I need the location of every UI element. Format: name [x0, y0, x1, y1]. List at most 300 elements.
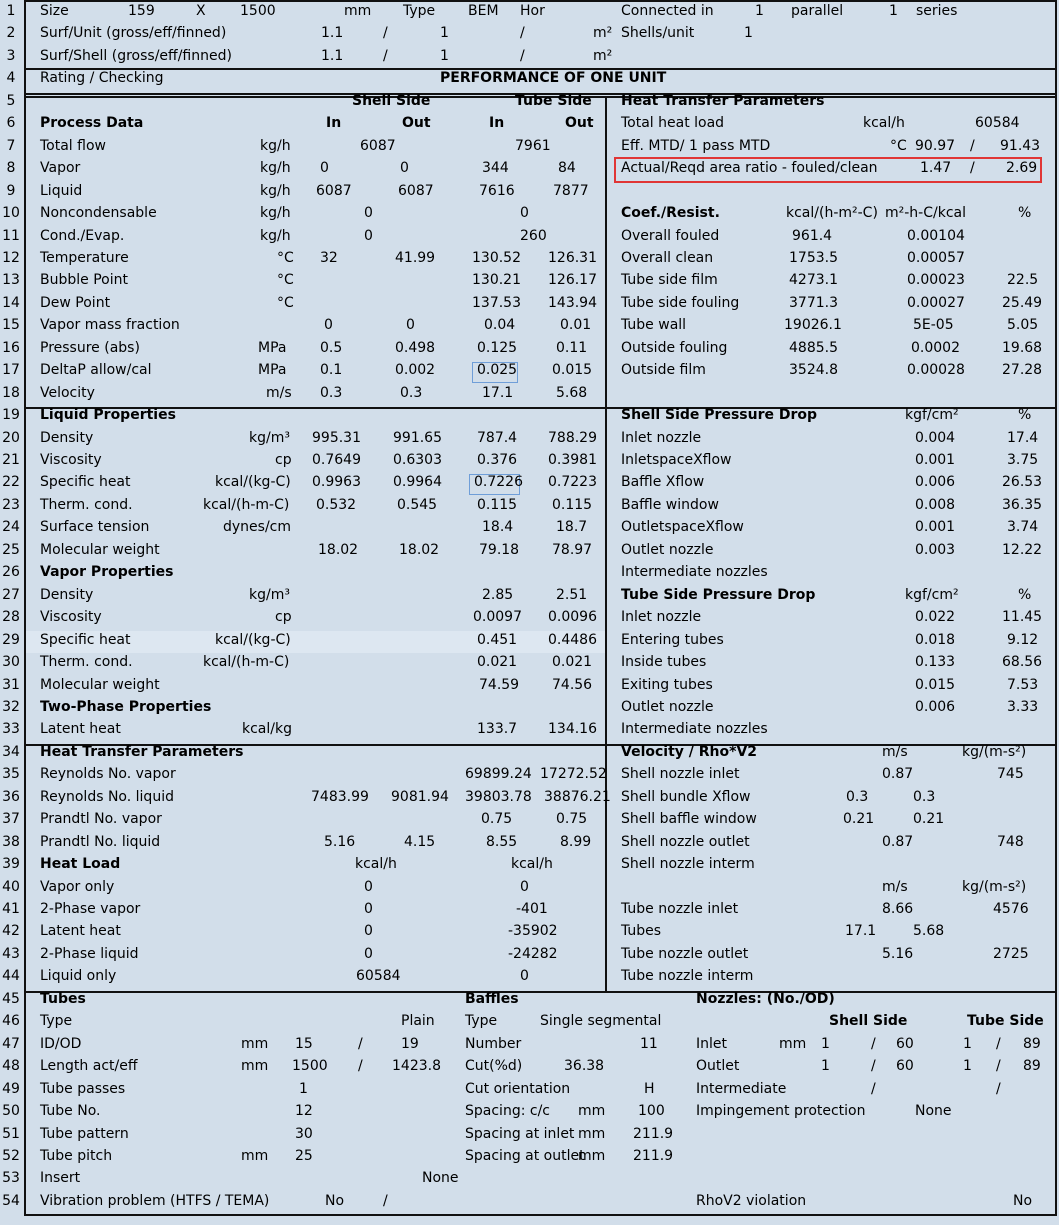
cell[interactable]: cp	[275, 452, 292, 468]
cell[interactable]: Pressure (abs)	[40, 339, 140, 356]
cell[interactable]: kcal/(h-m-C)	[203, 496, 290, 513]
cell[interactable]: Velocity	[40, 384, 95, 401]
cell[interactable]: None	[915, 1103, 952, 1120]
cell[interactable]: 1.47	[920, 160, 952, 177]
cell[interactable]: 1	[963, 1058, 972, 1075]
cell[interactable]: 60	[896, 1035, 914, 1052]
cell[interactable]: mm	[241, 1147, 269, 1164]
cell[interactable]: Molecular weight	[40, 676, 160, 693]
cell[interactable]: Rating / Checking	[40, 70, 164, 87]
cell[interactable]: /	[383, 1192, 388, 1209]
cell[interactable]: 0.025	[477, 362, 518, 379]
cell[interactable]: Size	[40, 3, 69, 19]
cell[interactable]: 211.9	[633, 1125, 674, 1142]
cell[interactable]: Noncondensable	[40, 205, 157, 222]
cell[interactable]: Spacing: c/c	[465, 1103, 550, 1120]
cell[interactable]: 32	[320, 249, 338, 266]
cell[interactable]: 9.12	[1007, 631, 1039, 648]
cell[interactable]: 0.3981	[548, 452, 597, 468]
cell[interactable]: m²-h-C/kcal	[885, 205, 966, 222]
cell[interactable]: 22.5	[1007, 272, 1039, 289]
cell[interactable]: 5.68	[556, 384, 588, 401]
cell[interactable]: Total flow	[40, 137, 106, 154]
cell[interactable]: Shells/unit	[621, 25, 695, 42]
cell[interactable]: Shell Side	[352, 92, 431, 109]
cell[interactable]: 36.35	[1002, 496, 1043, 513]
cell[interactable]: 18.02	[399, 541, 440, 558]
cell[interactable]: 25.49	[1002, 294, 1043, 311]
cell[interactable]: mm	[779, 1035, 807, 1052]
cell[interactable]: 0	[364, 923, 373, 940]
cell[interactable]: 0.006	[915, 474, 956, 491]
cell[interactable]: 4885.5	[789, 339, 838, 356]
cell[interactable]: kg/h	[260, 160, 291, 177]
cell[interactable]: 143.94	[548, 294, 597, 311]
cell[interactable]: 7.53	[1007, 676, 1039, 693]
cell[interactable]: Tube Side	[967, 1013, 1044, 1030]
cell[interactable]: Insert	[40, 1170, 81, 1187]
cell[interactable]: Liquid Properties	[40, 407, 176, 424]
cell[interactable]: 91.43	[1000, 137, 1041, 154]
cell[interactable]: mm	[578, 1103, 606, 1120]
cell[interactable]: 0.0096	[548, 609, 597, 626]
cell[interactable]: 1753.5	[789, 249, 838, 266]
cell[interactable]: X	[196, 3, 206, 19]
cell[interactable]: kcal/(h-m²-C)	[786, 205, 878, 222]
cell[interactable]: Viscosity	[40, 609, 102, 626]
cell[interactable]: Viscosity	[40, 452, 102, 468]
cell[interactable]: Outside film	[621, 362, 706, 379]
cell[interactable]: ID/OD	[40, 1035, 82, 1052]
cell[interactable]: 2-Phase liquid	[40, 945, 139, 962]
cell[interactable]: /	[970, 137, 975, 154]
cell[interactable]: 60	[896, 1058, 914, 1075]
cell[interactable]: Outlet	[696, 1058, 740, 1075]
cell[interactable]: °C	[890, 137, 907, 154]
cell[interactable]: Tube Side Pressure Drop	[621, 586, 816, 603]
cell[interactable]: Outlet nozzle	[621, 698, 714, 715]
cell[interactable]: kcal/h	[863, 115, 905, 132]
cell[interactable]: Actual/Reqd area ratio - fouled/clean	[621, 160, 878, 177]
cell[interactable]: 1	[755, 3, 764, 19]
cell[interactable]: Plain	[401, 1013, 435, 1030]
cell[interactable]: Velocity / Rho*V2	[621, 743, 758, 760]
cell[interactable]: Surf/Unit (gross/eff/finned)	[40, 25, 227, 42]
cell[interactable]: 5.16	[882, 945, 914, 962]
cell[interactable]: Temperature	[40, 249, 129, 266]
cell[interactable]: Vapor mass fraction	[40, 317, 180, 334]
cell[interactable]: 0.006	[915, 698, 956, 715]
cell[interactable]: 0.001	[915, 519, 956, 536]
cell[interactable]: 5.05	[1007, 317, 1039, 334]
cell[interactable]: 787.4	[477, 429, 518, 446]
cell[interactable]: 12.22	[1002, 541, 1043, 558]
cell[interactable]: 17.1	[482, 384, 514, 401]
cell[interactable]: Outlet nozzle	[621, 541, 714, 558]
cell[interactable]: 0.6303	[393, 452, 442, 468]
cell[interactable]: °C	[277, 272, 294, 289]
cell[interactable]: Baffle window	[621, 496, 719, 513]
cell[interactable]: 0.532	[316, 496, 357, 513]
cell[interactable]: Tube wall	[621, 317, 687, 334]
cell[interactable]: Process Data	[40, 115, 144, 132]
cell[interactable]: Bubble Point	[40, 272, 128, 289]
cell[interactable]: 11.45	[1002, 609, 1043, 626]
cell[interactable]: kcal/(kg-C)	[215, 474, 291, 491]
cell[interactable]: Density	[40, 429, 94, 446]
cell[interactable]: kcal/h	[511, 856, 553, 873]
cell[interactable]: Vapor only	[40, 878, 115, 895]
cell[interactable]: 344	[482, 160, 509, 177]
cell[interactable]: Liquid only	[40, 968, 117, 985]
cell[interactable]: 0.00027	[907, 294, 965, 311]
cell[interactable]: Cond./Evap.	[40, 227, 125, 244]
cell[interactable]: 0.376	[477, 452, 518, 468]
cell[interactable]: 60584	[975, 115, 1020, 132]
cell[interactable]: 0.002	[395, 362, 436, 379]
cell[interactable]: 2725	[993, 945, 1029, 962]
cell[interactable]: 0.87	[882, 833, 914, 850]
cell[interactable]: Heat Transfer Parameters	[40, 743, 244, 760]
cell[interactable]: 0.498	[395, 339, 436, 356]
cell[interactable]: kgf/cm²	[905, 586, 959, 603]
cell[interactable]: /	[520, 47, 525, 64]
cell[interactable]: 7616	[479, 182, 515, 199]
cell[interactable]: 126.17	[548, 272, 597, 289]
cell[interactable]: -35902	[508, 923, 558, 940]
cell[interactable]: 2.69	[1006, 160, 1038, 177]
cell[interactable]: 0.3	[913, 788, 936, 805]
cell[interactable]: m²	[593, 25, 613, 42]
cell[interactable]: Tube pitch	[40, 1147, 113, 1164]
cell[interactable]: 1.1	[321, 47, 344, 64]
cell[interactable]: H	[644, 1080, 655, 1097]
cell[interactable]: 1500	[240, 3, 276, 19]
cell[interactable]: 6087	[398, 182, 434, 199]
cell[interactable]: parallel	[791, 3, 844, 19]
cell[interactable]: Two-Phase Properties	[40, 698, 212, 715]
cell[interactable]: 0	[364, 205, 373, 222]
cell[interactable]: Out	[402, 115, 431, 132]
cell[interactable]: 19.68	[1002, 339, 1043, 356]
cell[interactable]: In	[489, 115, 505, 132]
cell[interactable]: Type	[40, 1013, 73, 1030]
cell[interactable]: Shell nozzle interm	[621, 856, 755, 873]
cell[interactable]: 995.31	[312, 429, 361, 446]
cell[interactable]: 3524.8	[789, 362, 838, 379]
cell[interactable]: Connected in	[621, 3, 714, 19]
cell[interactable]: Tube side film	[621, 272, 718, 289]
cell[interactable]: kgf/cm²	[905, 407, 959, 424]
cell[interactable]: 0	[520, 968, 529, 985]
cell[interactable]: 0	[364, 945, 373, 962]
cell[interactable]: 0	[364, 227, 373, 244]
cell[interactable]: 4.15	[404, 833, 436, 850]
cell[interactable]: 0.21	[913, 811, 945, 828]
cell[interactable]: 3.74	[1007, 519, 1039, 536]
cell[interactable]: %	[1018, 586, 1032, 603]
cell[interactable]: 89	[1023, 1035, 1041, 1052]
cell[interactable]: 2.85	[482, 586, 514, 603]
cell[interactable]: 0.021	[552, 654, 593, 671]
cell[interactable]: 8.66	[882, 901, 914, 917]
cell[interactable]: Impingement protection	[696, 1103, 866, 1120]
cell[interactable]: kg/(m-s²)	[962, 743, 1027, 760]
cell[interactable]: 0.7649	[312, 452, 361, 468]
cell[interactable]: 11	[640, 1035, 658, 1052]
cell[interactable]: MPa	[258, 339, 287, 356]
cell[interactable]: 4576	[993, 901, 1029, 917]
cell[interactable]: Cut orientation	[465, 1080, 571, 1097]
cell[interactable]: kg/m³	[249, 586, 290, 603]
cell[interactable]: 0.451	[477, 631, 518, 648]
cell[interactable]: 7483.99	[311, 788, 369, 805]
cell[interactable]: OutletspaceXflow	[621, 519, 744, 536]
cell[interactable]: Shell Side	[829, 1013, 908, 1030]
cell[interactable]: 137.53	[472, 294, 521, 311]
cell[interactable]: kcal/kg	[242, 721, 292, 738]
cell[interactable]: 68.56	[1002, 654, 1043, 671]
cell[interactable]: Total heat load	[621, 115, 725, 132]
cell[interactable]: Vapor	[40, 160, 81, 177]
cell[interactable]: /	[996, 1080, 1001, 1097]
cell[interactable]: /	[520, 25, 525, 42]
cell[interactable]: 0.00028	[907, 362, 965, 379]
cell[interactable]: 159	[128, 3, 155, 19]
cell[interactable]: 89	[1023, 1058, 1041, 1075]
cell[interactable]: Single segmental	[540, 1013, 662, 1030]
cell[interactable]: Prandtl No. liquid	[40, 833, 161, 850]
cell[interactable]: kg/h	[260, 182, 291, 199]
cell[interactable]: 1	[821, 1035, 830, 1052]
cell[interactable]: 19	[401, 1035, 419, 1052]
cell[interactable]: 17272.52	[540, 766, 607, 783]
cell[interactable]: 1	[440, 47, 449, 64]
cell[interactable]: 0.21	[843, 811, 875, 828]
cell[interactable]: 0.11	[556, 339, 588, 356]
cell[interactable]: Coef./Resist.	[621, 205, 720, 222]
cell[interactable]: Therm. cond.	[40, 654, 133, 671]
cell[interactable]: 26.53	[1002, 474, 1043, 491]
cell[interactable]: kg/(m-s²)	[962, 878, 1027, 895]
cell[interactable]: 0	[520, 878, 529, 895]
cell[interactable]: kg/h	[260, 205, 291, 222]
cell[interactable]: PERFORMANCE OF ONE UNIT	[440, 70, 667, 87]
cell[interactable]: %	[1018, 407, 1032, 424]
cell[interactable]: 38876.21	[544, 788, 611, 805]
cell[interactable]: 19026.1	[784, 317, 842, 334]
cell[interactable]: 1500	[292, 1058, 328, 1075]
cell[interactable]: 1	[440, 25, 449, 42]
cell[interactable]: m/s	[882, 743, 908, 760]
cell[interactable]: 17.4	[1007, 429, 1039, 446]
cell[interactable]: 0	[520, 205, 529, 222]
cell[interactable]: 74.56	[552, 676, 593, 693]
cell[interactable]: 1423.8	[392, 1058, 441, 1075]
cell[interactable]: /	[871, 1035, 876, 1052]
cell[interactable]: Shell Side Pressure Drop	[621, 407, 818, 424]
cell[interactable]: 74.59	[479, 676, 520, 693]
cell[interactable]: 25	[295, 1147, 313, 1164]
cell[interactable]: Number	[465, 1035, 522, 1052]
cell[interactable]: 1	[889, 3, 898, 19]
cell[interactable]: 0.115	[552, 496, 593, 513]
cell[interactable]: 5.16	[324, 833, 356, 850]
cell[interactable]: mm	[344, 3, 372, 19]
cell[interactable]: Tube Side	[515, 92, 592, 109]
cell[interactable]: 0.545	[397, 496, 438, 513]
cell[interactable]: 100	[638, 1103, 665, 1120]
cell[interactable]: 8.55	[486, 833, 518, 850]
cell[interactable]: Vapor Properties	[40, 564, 174, 581]
cell[interactable]: Liquid	[40, 182, 83, 199]
cell[interactable]: 788.29	[548, 429, 597, 446]
cell[interactable]: 0.3	[320, 384, 343, 401]
cell[interactable]: 0.021	[477, 654, 518, 671]
cell[interactable]: 0.022	[915, 609, 956, 626]
cell[interactable]: mm	[578, 1147, 606, 1164]
cell[interactable]: Intermediate	[696, 1080, 787, 1097]
cell[interactable]: 0.015	[915, 676, 956, 693]
cell[interactable]: 3771.3	[789, 294, 838, 311]
cell[interactable]: Prandtl No. vapor	[40, 811, 162, 828]
cell[interactable]: 0.3	[400, 384, 423, 401]
cell[interactable]: kg/h	[260, 137, 291, 154]
cell[interactable]: Shell baffle window	[621, 811, 757, 828]
cell[interactable]: 0.00023	[907, 272, 965, 289]
cell[interactable]: mm	[241, 1035, 269, 1052]
cell[interactable]: Shell nozzle outlet	[621, 833, 750, 850]
cell[interactable]: Intermediate nozzles	[621, 721, 768, 738]
cell[interactable]: 0.01	[560, 317, 592, 334]
cell[interactable]: Tube passes	[40, 1080, 126, 1097]
cell[interactable]: 0.00104	[907, 227, 965, 244]
cell[interactable]: Latent heat	[40, 721, 121, 738]
cell[interactable]: Specific heat	[40, 631, 131, 648]
cell[interactable]: 0.004	[915, 429, 956, 446]
cell[interactable]: 6087	[360, 137, 396, 154]
cell[interactable]: Hor	[520, 3, 545, 19]
cell[interactable]: 0.9964	[393, 474, 442, 491]
cell[interactable]: 30	[295, 1125, 313, 1142]
cell[interactable]: 0.125	[477, 339, 518, 356]
cell[interactable]: 0.115	[477, 496, 518, 513]
cell[interactable]: Baffle Xflow	[621, 474, 705, 491]
cell[interactable]: Surface tension	[40, 519, 150, 536]
cell[interactable]: /	[970, 160, 975, 177]
cell[interactable]: /	[996, 1058, 1001, 1075]
cell[interactable]: 18.7	[556, 519, 588, 536]
cell[interactable]: Specific heat	[40, 474, 131, 491]
cell[interactable]: °C	[277, 249, 294, 266]
cell[interactable]: Inlet	[696, 1035, 727, 1052]
cell[interactable]: -24282	[508, 945, 558, 962]
cell[interactable]: 2-Phase vapor	[40, 901, 141, 917]
cell[interactable]: Tube No.	[40, 1103, 101, 1120]
cell[interactable]: /	[996, 1035, 1001, 1052]
cell[interactable]: 133.7	[477, 721, 518, 738]
cell[interactable]: °C	[277, 294, 294, 311]
cell[interactable]: Tube nozzle outlet	[621, 945, 749, 962]
cell[interactable]: Reynolds No. vapor	[40, 766, 176, 783]
cell[interactable]: Dew Point	[40, 294, 111, 311]
cell[interactable]: 17.1	[845, 923, 877, 940]
cell[interactable]: RhoV2 violation	[696, 1192, 807, 1209]
cell[interactable]: Tube side fouling	[621, 294, 740, 311]
cell[interactable]: Overall fouled	[621, 227, 720, 244]
cell[interactable]: kcal/(kg-C)	[215, 631, 291, 648]
cell[interactable]: 0.5	[320, 339, 343, 356]
cell[interactable]: 2.51	[556, 586, 588, 603]
cell[interactable]: Reynolds No. liquid	[40, 788, 174, 805]
cell[interactable]: Shell nozzle inlet	[621, 766, 740, 783]
cell[interactable]: 0.003	[915, 541, 956, 558]
cell[interactable]: 3.33	[1007, 698, 1039, 715]
cell[interactable]: Exiting tubes	[621, 676, 713, 693]
cell[interactable]: 5.68	[913, 923, 945, 940]
cell[interactable]: Baffles	[465, 990, 519, 1007]
cell[interactable]: InletspaceXflow	[621, 452, 732, 468]
cell[interactable]: No	[325, 1192, 345, 1209]
cell[interactable]: 90.97	[915, 137, 956, 154]
cell[interactable]: 0.001	[915, 452, 956, 468]
cell[interactable]: 4273.1	[789, 272, 838, 289]
cell[interactable]: 1	[744, 25, 753, 42]
cell[interactable]: m/s	[882, 878, 908, 895]
cell[interactable]: 7877	[553, 182, 589, 199]
cell[interactable]: BEM	[468, 3, 499, 19]
cell[interactable]: MPa	[258, 362, 287, 379]
cell[interactable]: Latent heat	[40, 923, 121, 940]
cell[interactable]: 12	[295, 1103, 313, 1120]
cell[interactable]: Overall clean	[621, 249, 714, 266]
cell[interactable]: /	[871, 1080, 876, 1097]
cell[interactable]: 0.9963	[312, 474, 361, 491]
cell[interactable]: 211.9	[633, 1147, 674, 1164]
cell[interactable]: 9081.94	[391, 788, 449, 805]
cell[interactable]: 748	[997, 833, 1024, 850]
cell[interactable]: kcal/(h-m-C)	[203, 654, 290, 671]
cell[interactable]: In	[326, 115, 342, 132]
cell[interactable]: kg/h	[260, 227, 291, 244]
cell[interactable]: DeltaP allow/cal	[40, 362, 152, 379]
cell[interactable]: 0	[400, 160, 409, 177]
cell[interactable]: 78.97	[552, 541, 593, 558]
cell[interactable]: 0.4486	[548, 631, 597, 648]
cell[interactable]: 0	[364, 901, 373, 917]
cell[interactable]: 0.0097	[473, 609, 522, 626]
cell[interactable]: 0.75	[556, 811, 588, 828]
cell[interactable]: Type	[465, 1013, 498, 1030]
cell[interactable]: 15	[295, 1035, 313, 1052]
cell[interactable]: 3.75	[1007, 452, 1039, 468]
cell[interactable]: 130.21	[472, 272, 521, 289]
cell[interactable]: 0	[406, 317, 415, 334]
cell[interactable]: Density	[40, 586, 94, 603]
cell[interactable]: cp	[275, 609, 292, 626]
cell[interactable]: Tube nozzle inlet	[621, 901, 739, 917]
cell[interactable]: 1	[821, 1058, 830, 1075]
cell[interactable]: 0.008	[915, 496, 956, 513]
cell[interactable]: 27.28	[1002, 362, 1043, 379]
cell[interactable]: Molecular weight	[40, 541, 160, 558]
cell[interactable]: 1.1	[321, 25, 344, 42]
cell[interactable]: Out	[565, 115, 594, 132]
cell[interactable]: -401	[516, 901, 548, 917]
cell[interactable]: 0.04	[484, 317, 516, 334]
cell[interactable]: Nozzles: (No./OD)	[696, 990, 835, 1007]
cell[interactable]: 134.16	[548, 721, 597, 738]
